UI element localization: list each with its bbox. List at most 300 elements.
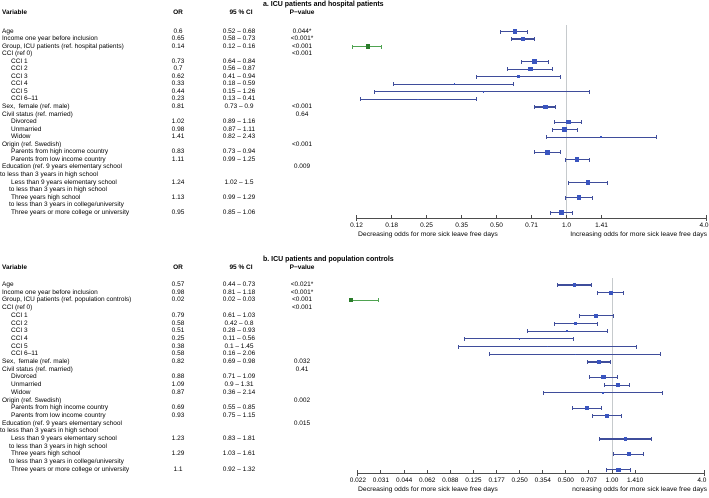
row-label: Divorced <box>11 373 37 381</box>
row-or: 1.23 <box>171 435 185 442</box>
row-or: 0.87 <box>171 388 185 396</box>
axis-tick <box>496 470 497 473</box>
axis-label-increasing: ncreasing odds for more sick leave free days <box>572 486 707 493</box>
row-ci: 0.75 – 1.15 <box>222 411 256 419</box>
ci-cap-left <box>534 150 535 154</box>
or-marker <box>609 291 613 295</box>
panel-a-title: a. ICU patients and hospital patients <box>263 1 384 8</box>
ci-cap-right <box>513 82 514 86</box>
axis-tick-label: 0.71 <box>525 222 538 229</box>
row-label: CCI 1 <box>11 311 28 319</box>
row-ci: 0.92 – 1.32 <box>222 465 256 473</box>
or-marker <box>602 392 604 394</box>
reference-line <box>612 278 613 473</box>
ci-cap-right <box>636 345 637 349</box>
axis-tick-label: 0.125 <box>465 477 482 484</box>
ci-cap-right <box>573 337 574 341</box>
axis-line <box>357 218 707 219</box>
row-or: 0.44 <box>171 87 185 95</box>
axis-tick <box>404 470 405 473</box>
axis-tick-label: 4.0 <box>699 222 709 229</box>
or-marker <box>528 67 532 71</box>
axis-tick <box>450 470 451 473</box>
ci-cap-left <box>606 468 607 472</box>
row-pvalue: <0.001* <box>290 35 314 43</box>
ci-cap-left <box>393 82 394 86</box>
ci-cap-right <box>527 30 528 34</box>
axis-tick-label: 0.354 <box>534 477 551 484</box>
row-or: 0.88 <box>171 373 185 381</box>
row-ci: 0.99 – 1.25 <box>222 155 256 163</box>
col-header-variable: Variable <box>2 264 27 271</box>
ci-cap-left <box>476 75 477 79</box>
ci-cap-left <box>599 437 600 441</box>
axis-tick-label: 1.0 <box>561 222 572 229</box>
ci-cap-left <box>546 135 547 139</box>
row-ci: 0.73 – 0.94 <box>222 148 256 156</box>
or-marker <box>545 150 550 155</box>
row-pvalue: <0.001 <box>291 103 313 110</box>
axis-endcap-right <box>704 473 705 476</box>
or-marker <box>575 354 577 356</box>
row-label: Origin (ref. Swedish) <box>2 396 62 404</box>
ci-cap-right <box>607 181 608 185</box>
row-label: CCI 6–11 <box>11 95 38 103</box>
axis-tick-label: 0.707 <box>580 477 598 484</box>
or-marker <box>575 157 580 162</box>
ci-cap-left <box>489 352 490 356</box>
or-marker <box>585 406 589 410</box>
axis-tick-label: 0.18 <box>385 222 398 229</box>
row-ci: 0.61 – 1.03 <box>222 311 256 319</box>
axis-endcap-left <box>356 218 357 221</box>
ci-cap-right <box>381 45 382 49</box>
ci-cap-right <box>651 437 652 441</box>
ci-cap-right <box>572 211 573 215</box>
row-ci: 0.99 – 1.29 <box>222 193 256 201</box>
axis-tick <box>380 470 381 473</box>
row-label: Parents from low income country <box>11 411 106 419</box>
ci-cap-right <box>581 120 582 124</box>
row-ci: 0.1 – 1.45 <box>224 342 254 350</box>
row-ci: 0.16 – 2.06 <box>222 350 256 358</box>
ci-cap-right <box>623 291 624 295</box>
or-marker <box>532 59 537 64</box>
col-header-or: OR <box>173 264 183 271</box>
row-or: 1.1 <box>173 465 183 473</box>
ci-cap-left <box>557 283 558 287</box>
ci-cap-left <box>589 375 590 379</box>
row-pvalue: <0.001 <box>291 50 313 58</box>
ci-cap-left <box>579 314 580 318</box>
row-ci: 0.56 – 0.87 <box>222 65 256 73</box>
row-or: 1.09 <box>171 381 185 389</box>
ci-cap-left <box>464 337 465 341</box>
ci-cap-right <box>560 150 561 154</box>
or-marker <box>547 346 549 348</box>
row-or: 0.02 <box>171 296 185 304</box>
row-pvalue: 0.002 <box>293 396 311 404</box>
row-ci: 0.69 – 0.98 <box>222 358 256 365</box>
ci-cap-left <box>552 128 553 132</box>
row-label: CCI (ref 0) <box>2 304 33 312</box>
ci-cap-left <box>550 211 551 215</box>
ci-cap-left <box>458 345 459 349</box>
axis-tick <box>612 470 613 473</box>
axis-tick <box>601 215 602 218</box>
or-marker <box>600 136 602 138</box>
row-label: CCI 4 <box>11 80 28 88</box>
ci-cap-right <box>534 37 535 41</box>
row-or: 1.02 <box>171 118 185 126</box>
row-ci: 0.42 – 0.8 <box>224 319 254 327</box>
ci-cap-left <box>565 196 566 200</box>
row-or: 1.13 <box>171 193 185 201</box>
row-label: Parents from high income country <box>11 148 109 156</box>
row-or: 0.82 <box>171 358 185 365</box>
axis-tick-label: 0.500 <box>557 477 574 484</box>
row-or: 1.11 <box>171 155 185 163</box>
axis-endcap-right <box>706 218 707 221</box>
or-marker <box>559 210 564 215</box>
row-label: Divorced <box>11 118 37 126</box>
row-label: CCI 1 <box>11 57 28 65</box>
row-ci: 0.13 – 0.41 <box>222 95 256 103</box>
axis-tick-label: 4.0 <box>697 477 707 484</box>
ci-cap-right <box>577 128 578 132</box>
row-or: 0.57 <box>171 281 185 288</box>
row-ci: 0.81 – 1.18 <box>222 288 256 296</box>
axis-tick <box>426 215 427 218</box>
row-label: Widow <box>11 133 31 141</box>
row-ci: 0.83 – 1.81 <box>222 435 256 442</box>
ci-cap-left <box>592 414 593 418</box>
row-label: CCI 3 <box>11 327 28 335</box>
row-ci: 0.52 – 0.68 <box>222 27 256 35</box>
or-marker <box>417 99 419 101</box>
ci-cap-left <box>511 37 512 41</box>
or-marker <box>594 314 598 318</box>
axis-tick <box>357 470 358 473</box>
row-label: Group, ICU patients (ref. population controls) <box>2 296 132 304</box>
row-label: Less than 9 years elementary school <box>11 435 117 442</box>
row-pvalue: 0.64 <box>295 110 309 118</box>
col-header-pvalue: P−value <box>289 264 315 271</box>
ci-cap-right <box>560 75 561 79</box>
row-label: CCI 3 <box>11 72 28 80</box>
axis-tick-label: 0.25 <box>420 222 433 229</box>
axis-tick <box>588 470 589 473</box>
row-label: Widow <box>11 388 31 396</box>
or-marker <box>519 338 521 340</box>
ci-cap-left <box>565 158 566 162</box>
ci-cap-left <box>604 383 605 387</box>
row-ci: 1.02 – 1.5 <box>224 178 254 186</box>
or-marker <box>574 322 577 325</box>
row-ci: 0.73 – 0.9 <box>224 103 254 110</box>
or-marker <box>483 91 485 93</box>
axis-endcap-left <box>357 473 358 476</box>
axis-tick-label: 0.35 <box>455 222 468 229</box>
ci-cap-right <box>610 360 611 364</box>
axis-tick-label: 0.12 <box>350 222 363 229</box>
row-ci: 0.71 – 1.09 <box>222 373 256 381</box>
or-marker <box>562 127 567 132</box>
axis-tick-label: 0.250 <box>511 477 528 484</box>
or-marker <box>586 180 590 184</box>
row-pvalue: <0.001* <box>290 288 314 296</box>
ci-cap-right <box>613 314 614 318</box>
row-label: to less than 3 years in college/university <box>9 458 124 466</box>
row-or: 0.23 <box>171 95 185 103</box>
ci-cap-right <box>592 196 593 200</box>
ci-cap-left <box>568 181 569 185</box>
ci-cap-right <box>552 67 553 71</box>
or-marker <box>543 105 548 110</box>
ci-cap-right <box>629 383 630 387</box>
row-label: Less than 9 years elementary school <box>11 178 117 186</box>
axis-tick <box>519 470 520 473</box>
row-label: Group, ICU patients (ref. hospital patients) <box>2 42 124 50</box>
row-ci: 0.89 – 1.16 <box>222 118 256 126</box>
ci-cap-right <box>662 391 663 395</box>
row-label: Sex, female (ref. male) <box>2 103 70 110</box>
row-label: CCI 2 <box>11 65 28 73</box>
or-marker <box>605 414 609 418</box>
row-or: 0.6 <box>173 27 183 35</box>
ci-cap-left <box>587 360 588 364</box>
row-ci: 0.64 – 0.84 <box>222 57 256 65</box>
ci-cap-left <box>597 291 598 295</box>
row-pvalue: <0.001 <box>291 140 313 148</box>
row-label: Age <box>2 27 14 35</box>
ci-cap-right <box>656 135 657 139</box>
row-or: 0.98 <box>171 288 185 296</box>
row-ci: 0.36 – 2.14 <box>222 388 256 396</box>
row-label: Three years high school <box>11 193 81 201</box>
or-marker <box>521 37 526 42</box>
row-or: 0.7 <box>173 65 183 73</box>
row-ci: 0.85 – 1.06 <box>222 208 256 216</box>
row-ci: 0.9 – 1.31 <box>224 381 254 389</box>
row-label: CCI 4 <box>11 334 28 342</box>
row-or: 0.33 <box>171 80 185 88</box>
ci-cap-left <box>572 406 573 410</box>
or-marker <box>616 468 620 472</box>
axis-label-decreasing: Decreasing odds for more sick leave free days <box>358 486 498 493</box>
ci-cap-right <box>660 352 661 356</box>
axis-tick-label: 0.031 <box>372 477 390 484</box>
axis-tick-label: 0.088 <box>442 477 459 484</box>
row-ci: 0.12 – 0.16 <box>222 42 256 50</box>
ci-cap-left <box>521 60 522 64</box>
row-label: Three years or more college or university <box>11 465 130 473</box>
row-pvalue: 0.41 <box>295 365 309 373</box>
axis-tick-label: 0.177 <box>488 477 505 484</box>
row-label: Income one year before inclusion <box>2 35 98 43</box>
ci-cap-right <box>607 329 608 333</box>
row-label: Three years or more college or university <box>11 208 130 216</box>
row-label: Unmarried <box>11 125 42 133</box>
or-marker <box>577 195 582 200</box>
row-or: 0.65 <box>171 35 185 43</box>
ci-cap-left <box>534 105 535 109</box>
axis-tick-label: 1.410 <box>626 477 644 484</box>
row-or: 0.58 <box>171 350 185 358</box>
row-label: Civil status (ref. married) <box>2 110 73 118</box>
row-ci: 0.44 – 0.73 <box>222 281 256 288</box>
row-ci: 0.58 – 0.73 <box>222 35 256 43</box>
ci-line <box>351 300 378 301</box>
axis-tick <box>635 470 636 473</box>
axis-tick-label: 0.044 <box>395 477 413 484</box>
row-label: Three years high school <box>11 450 81 458</box>
panel-b <box>0 255 709 498</box>
row-or: 0.79 <box>171 311 185 319</box>
row-label: Income one year before inclusion <box>2 288 98 296</box>
row-ci: 0.28 – 0.93 <box>222 327 256 335</box>
row-or: 0.58 <box>171 319 185 327</box>
row-label: Unmarried <box>11 381 42 389</box>
axis-tick <box>531 215 532 218</box>
or-marker <box>366 44 371 49</box>
row-ci: 0.15 – 1.26 <box>222 87 256 95</box>
row-ci: 0.87 – 1.11 <box>222 125 256 133</box>
row-label: to less than 3 years in high school <box>0 170 98 178</box>
or-marker <box>624 437 627 440</box>
ci-cap-right <box>589 158 590 162</box>
row-ci: 0.11 – 0.56 <box>222 334 256 342</box>
axis-tick <box>704 470 705 473</box>
row-or: 0.51 <box>171 327 185 335</box>
row-pvalue: 0.032 <box>293 358 311 365</box>
or-marker <box>597 360 601 364</box>
row-pvalue: <0.021* <box>290 281 314 288</box>
row-or: 0.62 <box>171 72 185 80</box>
row-ci: 0.18 – 0.59 <box>222 80 256 88</box>
or-marker <box>566 120 571 125</box>
row-or: 1.24 <box>171 178 185 186</box>
ci-cap-right <box>589 90 590 94</box>
ci-cap-left <box>554 322 555 326</box>
col-header-ci: 95 % CI <box>229 9 253 16</box>
or-marker <box>566 330 568 332</box>
ci-cap-right <box>617 375 618 379</box>
row-pvalue: <0.001 <box>291 296 313 304</box>
row-label: to less than 3 years in high school <box>0 427 98 435</box>
axis-tick-label: 1.00 <box>605 477 619 484</box>
or-marker <box>517 75 520 78</box>
ci-cap-left <box>554 120 555 124</box>
row-pvalue: <0.001 <box>291 304 313 312</box>
axis-tick <box>496 215 497 218</box>
or-marker <box>601 375 605 379</box>
ci-cap-right <box>591 283 592 287</box>
ci-cap-left <box>507 67 508 71</box>
panel-b-title: b. ICU patients and population controls <box>263 256 394 263</box>
row-ci: 1.03 – 1.61 <box>222 450 256 458</box>
or-marker <box>616 383 620 387</box>
axis-tick-label: 0.062 <box>419 477 436 484</box>
ci-cap-right <box>597 322 598 326</box>
row-or: 0.81 <box>171 103 185 110</box>
ci-cap-left <box>543 391 544 395</box>
or-marker <box>627 452 631 456</box>
row-label: to less than 3 years in high school <box>9 186 107 194</box>
ci-cap-left <box>360 97 361 101</box>
row-ci: 0.55 – 0.85 <box>222 404 256 412</box>
row-label: CCI 2 <box>11 319 28 327</box>
or-marker <box>513 29 518 34</box>
ci-cap-right <box>555 105 556 109</box>
row-label: Sex, female (ref. male) <box>2 358 70 365</box>
axis-tick <box>427 470 428 473</box>
row-label: Civil status (ref. married) <box>2 365 73 373</box>
ci-cap-right <box>630 468 631 472</box>
row-label: Origin (ref. Swedish) <box>2 140 62 148</box>
axis-line <box>358 473 704 474</box>
row-or: 0.93 <box>171 411 185 419</box>
axis-tick-label: 0.022 <box>349 477 367 484</box>
ci-cap-left <box>374 90 375 94</box>
row-or: 0.98 <box>171 125 185 133</box>
row-ci: 0.02 – 0.03 <box>222 296 256 304</box>
axis-tick <box>565 470 566 473</box>
row-label: CCI 6–11 <box>11 350 38 358</box>
axis-tick <box>473 470 474 473</box>
row-or: 0.14 <box>171 42 185 50</box>
row-label: Parents from high income country <box>11 404 109 412</box>
row-label: CCI 5 <box>11 87 28 95</box>
axis-tick-label: 0.50 <box>490 222 503 229</box>
row-or: 0.73 <box>171 57 185 65</box>
axis-tick-label: 1.41 <box>595 222 608 229</box>
row-label: to less than 3 years in college/university <box>9 201 124 209</box>
ci-cap-right <box>378 298 379 302</box>
axis-tick <box>706 215 707 218</box>
ci-cap-left <box>500 30 501 34</box>
col-header-variable: Variable <box>2 9 27 16</box>
axis-label-decreasing: Decreasing odds for more sick leave free days <box>358 231 498 238</box>
row-label: Age <box>2 281 14 288</box>
row-pvalue: 0.015 <box>293 419 311 427</box>
or-marker <box>454 83 456 85</box>
row-label: Education (ref. 9 years elementary school <box>2 419 122 427</box>
row-label: Education (ref. 9 years elementary school <box>2 163 122 171</box>
row-pvalue: 0.009 <box>293 163 311 171</box>
axis-tick <box>461 215 462 218</box>
row-or: 1.41 <box>171 133 185 141</box>
row-ci: 0.41 – 0.94 <box>222 72 256 80</box>
or-marker <box>349 298 353 302</box>
row-label: CCI (ref 0) <box>2 50 33 58</box>
row-pvalue: <0.001 <box>291 42 313 50</box>
ci-cap-right <box>548 60 549 64</box>
row-label: to less than 3 years in high school <box>9 442 107 450</box>
row-or: 0.25 <box>171 334 185 342</box>
axis-label-increasing: Increasing odds for more sick leave free days <box>570 231 707 238</box>
ci-cap-left <box>527 329 528 333</box>
axis-tick <box>391 215 392 218</box>
row-or: 0.95 <box>171 208 185 216</box>
row-pvalue: 0.044* <box>292 27 312 35</box>
row-or: 1.29 <box>171 450 185 458</box>
row-label: CCI 5 <box>11 342 28 350</box>
row-ci: 0.82 – 2.43 <box>222 133 256 141</box>
axis-tick <box>356 215 357 218</box>
ci-cap-right <box>601 406 602 410</box>
col-header-pvalue: P−value <box>289 9 315 16</box>
